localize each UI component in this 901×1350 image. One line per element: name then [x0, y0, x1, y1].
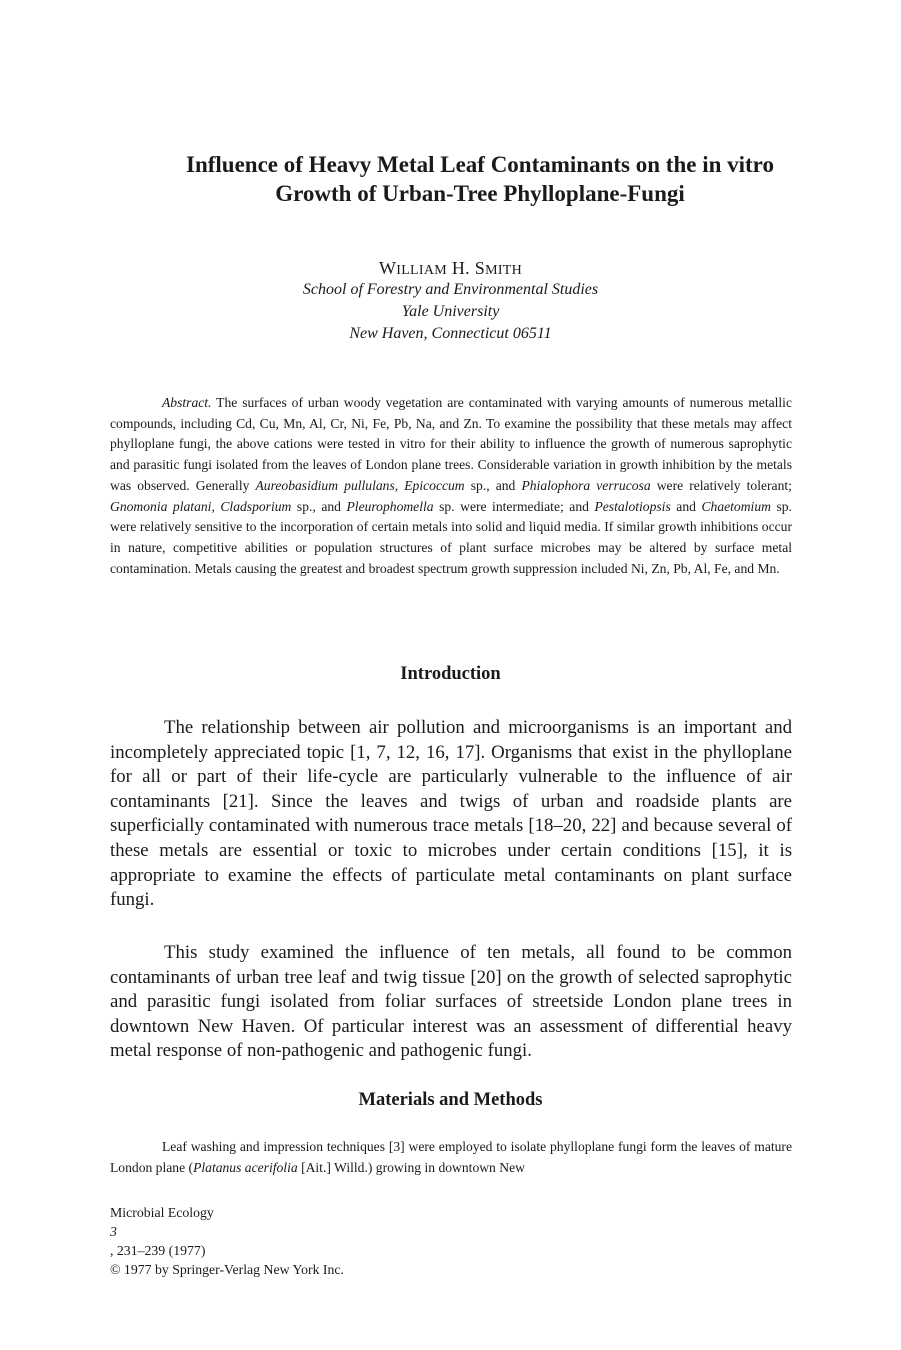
title-line-2: Growth of Urban-Tree Phylloplane-Fungi [275, 181, 685, 206]
author-first-initial: W [378, 258, 397, 278]
introduction-paragraph-2 [110, 941, 792, 1064]
abstract-label: Abstract. [162, 395, 212, 410]
body-text: The relationship between air pollution and microorganisms is an important and incompletely appreciated topic [1, 7, 12, 16, 17]. Organisms that exist in the phylloplane for all or part of their life-cycle are particularly vulnerable to the influence of air contaminants [21]. Since the leaves and twigs of urban and roadside plants are superficially contaminated with numerous trace metals [18–20, 22] and because several of these metals are essential or toxic to microbes under certain conditions [15], it is appropriate to examine the effects of particulate metal contaminants on plant surface fungi. [110, 717, 792, 911]
species-name: Phialophora verrucosa [521, 477, 651, 493]
abstract-text: The surfaces of urban woody vegetation are contaminated with varying amounts of numerous metallic compounds, including Cd, Cu, Mn, Al, Cr, Ni, Fe, Pb, Na, and Zn. To examine the possibility that these metals may affect phylloplane fungi, the above cations were tested in vitro for their ability to influence the growth of numerous saprophytic and parasitic fungi isolated from the leaves of London plane trees. Considerable variation in growth inhibition by the metals was observed. Generally [110, 395, 792, 493]
paper-title [100, 150, 860, 208]
introduction-paragraph-1 [110, 716, 792, 913]
affiliation-line-1: School of Forestry and Environmental Studies [302, 281, 599, 298]
species-name: Gnomonia platani, Cladsporium [110, 498, 292, 514]
body-text: This study examined the influence of ten metals, all found to be common contaminants of urban tree leaf and twig tissue [20] on the growth of selected saprophytic and parasitic fungi isolated from foliar surfaces of streetside London plane trees in downtown New Haven. Of particular interest was an assessment of differential heavy metal response of non-pathogenic and pathogenic fungi. [110, 942, 792, 1062]
abstract-text: sp. were intermediate; and [439, 498, 589, 514]
abstract-text: were relatively tolerant; [656, 477, 792, 493]
author-middle: H. [451, 258, 470, 278]
journal-citation [110, 1203, 344, 1260]
species-name: Pleurophomella [346, 498, 434, 514]
copyright-notice: © 1977 by Springer-Verlag New York Inc. [110, 1262, 344, 1277]
page-footer [110, 1203, 344, 1279]
affiliation-line-3: New Haven, Connecticut 06511 [349, 325, 552, 342]
abstract [110, 393, 792, 579]
species-name: Chaetomium [701, 498, 771, 514]
species-name: Pestalotiopsis [594, 498, 671, 514]
journal-pages: , 231–239 (1977) [110, 1243, 206, 1258]
species-name: Platanus acerifolia [193, 1160, 298, 1175]
body-text: Leaf washing and impression techniques [3] were employed to isolate phylloplane fungi form the leaves of mature London plane ( [110, 1139, 792, 1175]
abstract-text: sp., and [296, 498, 341, 514]
author-last-rest: MITH [485, 263, 523, 278]
body-text: [Ait.] Willd.) growing in downtown New [301, 1160, 525, 1175]
introduction-heading: Introduction [400, 664, 501, 684]
title-line-1: Influence of Heavy Metal Leaf Contaminants on the in vitro [186, 152, 774, 177]
abstract-text: and [676, 498, 696, 514]
author-name [0, 258, 901, 279]
methods-heading: Materials and Methods [358, 1090, 543, 1110]
affiliation-line-2: Yale University [401, 303, 500, 320]
abstract-text: sp. were relatively sensitive to the incorporation of certain metals into solid and liquid media. If similar growth inhibitions occur in nature, competitive abilities or population structures of plant surface microbes may be altered by surface metal contamination. Metals causing the greatest and broadest spectrum growth suppression included Ni, Zn, Pb, Al, Fe, and Mn. [110, 498, 792, 576]
author-last-initial: S [474, 258, 486, 278]
journal-volume: 3 [110, 1224, 117, 1239]
abstract-paragraph [110, 393, 792, 579]
methods-text [110, 1136, 792, 1178]
author-first-rest: ILLIAM [396, 263, 448, 278]
species-name: Aureobasidium pullulans, Epicoccum [255, 477, 465, 493]
methods-paragraph [110, 1136, 792, 1178]
affiliation [0, 279, 901, 345]
abstract-text: sp., and [470, 477, 516, 493]
journal-name: Microbial Ecology [110, 1205, 214, 1220]
